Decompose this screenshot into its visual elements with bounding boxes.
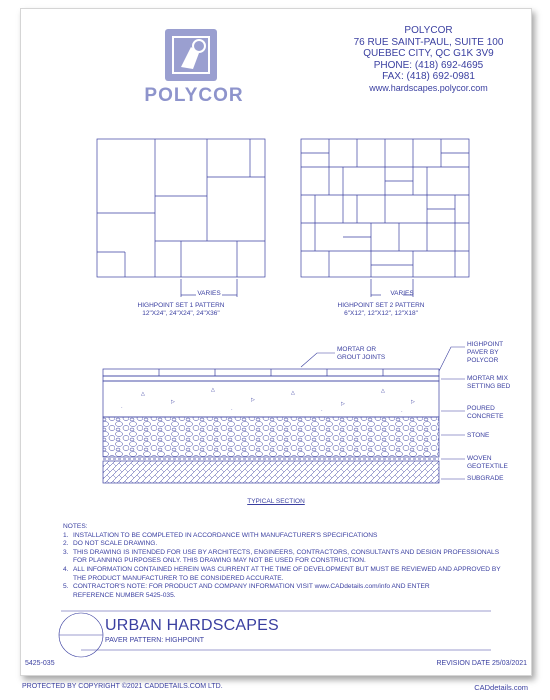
note-number: 4. (63, 565, 69, 573)
company-fax: FAX: (418) 692-0981 (382, 71, 475, 82)
svg-text:·: · (231, 407, 233, 413)
joints-callout-2: GROUT JOINTS (337, 354, 386, 361)
pattern-1-sizes: 12"X24", 24"X24", 24"X36" (142, 310, 220, 317)
note-number: 5. (63, 583, 69, 591)
company-name: POLYCOR (404, 25, 453, 36)
svg-text:·: · (121, 405, 123, 411)
layer-leaders (421, 339, 467, 489)
note-item (63, 540, 513, 549)
pattern-2-title: HIGHPOINT SET 2 PATTERN (337, 302, 425, 309)
layer-geotextile-label (467, 455, 508, 471)
layer-paver-line-1: HIGHPOINT (467, 341, 504, 348)
note-line: FOR PLANNING PURPOSES ONLY. THIS DRAWING MAY NOT BE USED FOR CONSTRUCTION. (73, 557, 366, 565)
notes-heading: NOTES: (63, 523, 88, 530)
typical-section-caption: TYPICAL SECTION (247, 498, 305, 505)
layer-subgrade-line-1: SUBGRADE (467, 475, 504, 482)
pattern-2-drawing (299, 137, 471, 307)
joints-callout-1: MORTAR OR (337, 346, 377, 353)
note-line: REFERENCE NUMBER 5425-035. (73, 591, 176, 599)
pattern-1-title: HIGHPOINT SET 1 PATTERN (137, 302, 225, 309)
layer-concrete-label (467, 405, 503, 421)
note-line: CONTRACTOR'S NOTE: FOR PRODUCT AND COMPANY INFORMATION VISIT www.CADdetails.com/info AND ENTER (73, 583, 430, 591)
note-line: ALL INFORMATION CONTAINED HEREIN WAS CURRENT AT THE TIME OF DEVELOPMENT BUT MUST BE REVIEWED AND APPROVED BY (73, 565, 501, 573)
note-line: DO NOT SCALE DRAWING. (73, 540, 158, 548)
drawing-number: 5425-035 (25, 660, 55, 667)
svg-text:▷: ▷ (341, 401, 345, 407)
layer-mortar-label (467, 375, 510, 391)
company-address-1: 76 RUE SAINT-PAUL, SUITE 100 (353, 36, 504, 48)
svg-text:△: △ (291, 390, 295, 396)
drawing-subtitle: PAVER PATTERN: HIGHPOINT (105, 637, 205, 644)
svg-text:·: · (401, 409, 403, 415)
joints-leader (297, 347, 337, 369)
copyright-text: PROTECTED BY COPYRIGHT ©2021 CADDETAILS.COM LTD. (22, 683, 223, 690)
notes-block (63, 523, 513, 600)
svg-text:·: · (321, 408, 323, 414)
polycor-logo-icon (165, 29, 217, 81)
logo-wordmark: POLYCOR (144, 85, 244, 106)
layer-paver-line-3: POLYCOR (467, 357, 499, 364)
layer-geotextile-line-2: GEOTEXTILE (467, 463, 508, 470)
layer-paver-line-2: PAVER BY (467, 349, 499, 356)
layer-paver-label (467, 341, 503, 365)
note-number: 3. (63, 548, 69, 556)
caddetails-brand: CADdetails.com (474, 683, 528, 692)
company-info (341, 25, 516, 94)
revision-date: REVISION DATE 25/03/2021 (436, 660, 527, 667)
pattern-1-drawing (95, 137, 267, 307)
note-line: THE PRODUCT MANUFACTURER TO BE CONSIDERED ACCURATE. (73, 574, 284, 582)
layer-mortar-line-1: MORTAR MIX (467, 375, 508, 382)
svg-text:▷: ▷ (411, 399, 415, 405)
layer-concrete-line-1: POURED (467, 405, 495, 412)
company-website: www.hardscapes.polycor.com (369, 82, 488, 93)
typical-section-drawing (101, 361, 441, 489)
note-line: THIS DRAWING IS INTENDED FOR USE BY ARCHITECTS, ENGINEERS, CONTRACTORS, CONSULTANTS AND DESIGN PROFESSIONALS (73, 548, 500, 556)
note-number: 2. (63, 540, 69, 548)
drawing-title: URBAN HARDSCAPES (105, 617, 279, 634)
layer-subgrade-label (467, 475, 503, 483)
layer-stone-line-1: STONE (467, 432, 490, 439)
svg-text:△: △ (141, 391, 145, 397)
layer-stone-label (467, 432, 489, 440)
drawing-sheet (20, 8, 532, 676)
svg-text:△: △ (381, 388, 385, 394)
company-phone: PHONE: (418) 692-4695 (373, 59, 484, 71)
note-item (63, 566, 513, 583)
note-item (63, 583, 513, 600)
svg-text:▷: ▷ (171, 399, 175, 405)
svg-text:△: △ (211, 387, 215, 393)
note-item (63, 549, 513, 566)
note-item (63, 532, 513, 541)
layer-concrete-line-2: CONCRETE (467, 413, 504, 420)
pattern-2-sizes: 6"X12", 12"X12", 12"X18" (344, 310, 418, 317)
note-line: INSTALLATION TO BE COMPLETED IN ACCORDANCE WITH MANUFACTURER'S SPECIFICATIONS (73, 531, 378, 539)
pattern-1-dimension: VARIES (197, 290, 221, 297)
note-number: 1. (63, 531, 69, 539)
layer-mortar-line-2: SETTING BED (467, 383, 511, 390)
pattern-2-dimension: VARIES (390, 290, 414, 297)
layer-geotextile-line-1: WOVEN (467, 455, 492, 462)
company-address-2: QUEBEC CITY, QC G1K 3V9 (363, 48, 494, 59)
svg-text:▷: ▷ (251, 397, 255, 403)
